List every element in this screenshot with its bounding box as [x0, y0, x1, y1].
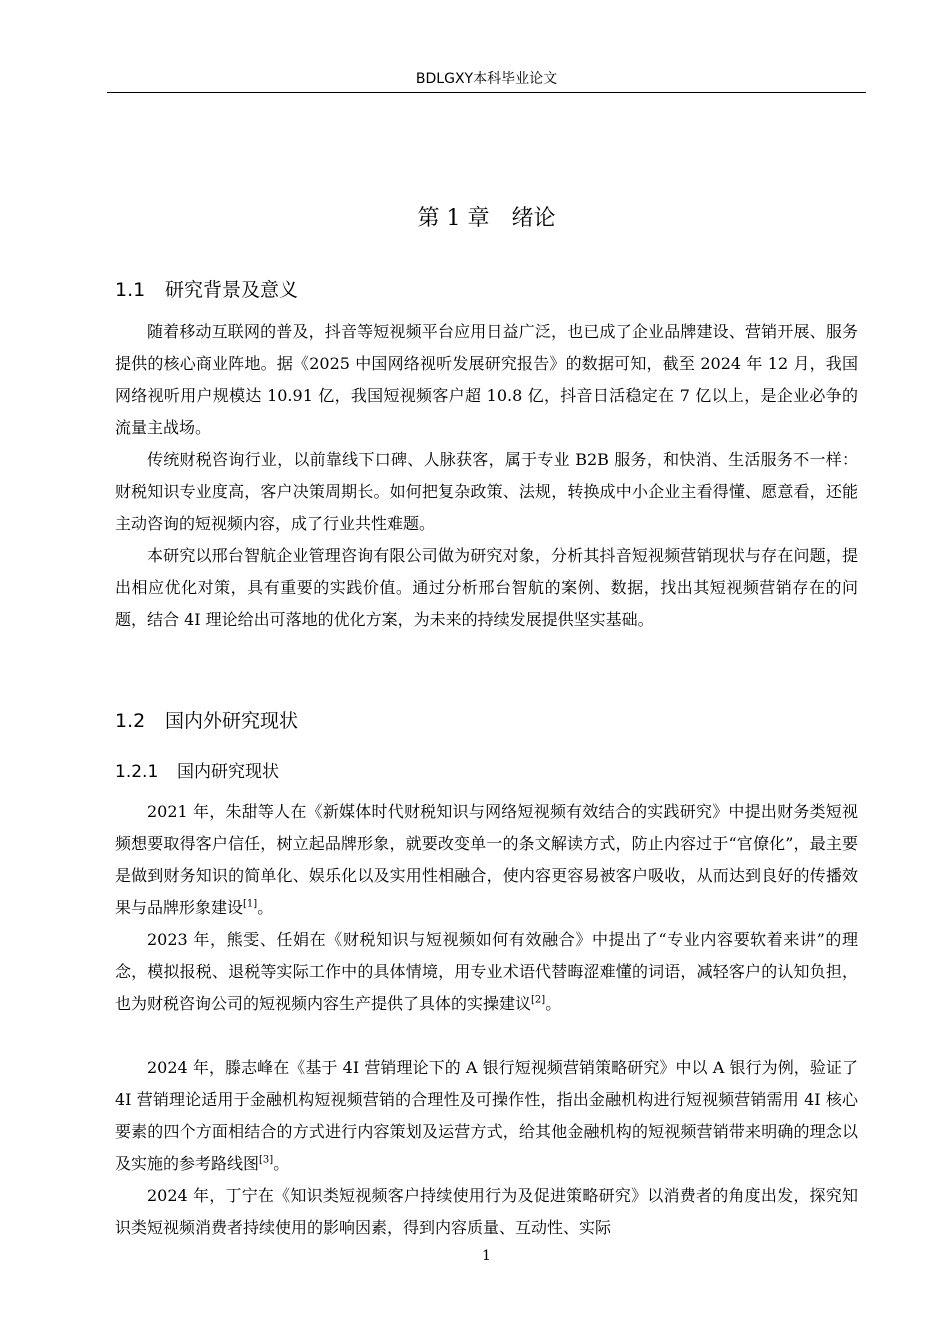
section-number: 1.1	[115, 279, 146, 301]
section-title: 研究背景及意义	[165, 279, 299, 301]
paragraph: 本研究以邢台智航企业管理咨询有限公司做为研究对象，分析其抖音短视频营销现状与存在问题，提出相应优化对策，具有重要的实践价值。通过分析邢台智航的案例、数据，找出其短视频营销存在的问题，结合 4I 理论给出可落地的优化方案，为未来的持续发展提供坚实基础。	[115, 546, 858, 629]
citation-ref[interactable]: [2]	[531, 994, 546, 1006]
paragraph: 传统财税咨询行业，以前靠线下口碑、人脉获客，属于专业 B2B 服务，和快消、生活服务不一样：财税知识专业度高，客户决策周期长。如何把复杂政策、法规，转换成中小企业主看得懂、愿意看，还能主动咨询的短视频内容，成了行业共性难题。	[115, 450, 858, 533]
section-heading-1-1	[115, 277, 298, 303]
subsection-number: 1.2.1	[115, 762, 159, 782]
paragraph-text: 2024 年，丁宁在《知识类短视频客户持续使用行为及促进策略研究》以消费者的角度出发，探究知识类短视频消费者持续使用的影响因素，得到内容质量、互动性、实际	[115, 1186, 858, 1237]
running-header: BDLGXY本科毕业论文	[415, 71, 558, 87]
subsection-title: 国内研究现状	[177, 762, 279, 782]
section-heading-1-2	[115, 708, 298, 734]
paragraph	[115, 1180, 858, 1244]
citation-ref[interactable]: [3]	[259, 1154, 274, 1166]
paragraph	[115, 924, 858, 1020]
paragraph-end: 。	[257, 898, 274, 917]
paragraph: 随着移动互联网的普及，抖音等短视频平台应用日益广泛，也已成了企业品牌建设、营销开展、服务提供的核心商业阵地。据《2025 中国网络视听发展研究报告》的数据可知，截至 2024 年 12 月，我国网络视听用户规模达 10.91 亿，我国短视频客户超 10.8 亿，抖音日活稳定在 7 亿以上，是企业必争的流量主战场。	[115, 322, 858, 437]
paragraph-text: 2021 年，朱甜等人在《新媒体时代财税知识与网络短视频有效结合的实践研究》中提出财务类短视频想要取得客户信任，树立起品牌形象，就要改变单一的条文解读方式，防止内容过于“官僚化”，最主要是做到财务知识的简单化、娱乐化以及实用性相融合，使内容更容易被客户吸收，从而达到良好的传播效果与品牌形象建设	[115, 802, 858, 917]
paragraph-end: 。	[273, 1154, 290, 1173]
paragraph	[115, 1052, 858, 1180]
paragraph-text: 2024 年，滕志峰在《基于 4I 营销理论下的 A 银行短视频营销策略研究》中以 A 银行为例，验证了 4I 营销理论适用于金融机构短视频营销的合理性及可操作性，指出金融机构进行短视频营销需用 4I 核心要素的四个方面相结合的方式进行内容策划及运营方式，给其他金融机构的短视频营销带来明确的理念以及实施的参考路线图	[115, 1058, 858, 1173]
section-title: 国内外研究现状	[165, 710, 299, 732]
chapter-name: 绪论	[511, 206, 556, 231]
header-rule	[107, 92, 866, 93]
subsection-heading-1-2-1	[115, 760, 279, 784]
paragraph-end: 。	[545, 994, 562, 1013]
paragraph-text: 2023 年，熊雯、任娟在《财税知识与短视频如何有效融合》中提出了“专业内容要软着来讲”的理念，模拟报税、退税等实际工作中的具体情境，用专业术语代替晦涩难懂的词语，减轻客户的认知负担，也为财税咨询公司的短视频内容生产提供了具体的实操建议	[115, 930, 858, 1013]
chapter-title	[107, 204, 866, 234]
page-number: 1	[482, 1248, 491, 1264]
paragraph	[115, 796, 858, 924]
chapter-number: 第 1 章	[417, 206, 490, 231]
section-number: 1.2	[115, 710, 146, 732]
citation-ref[interactable]: [1]	[243, 898, 258, 910]
